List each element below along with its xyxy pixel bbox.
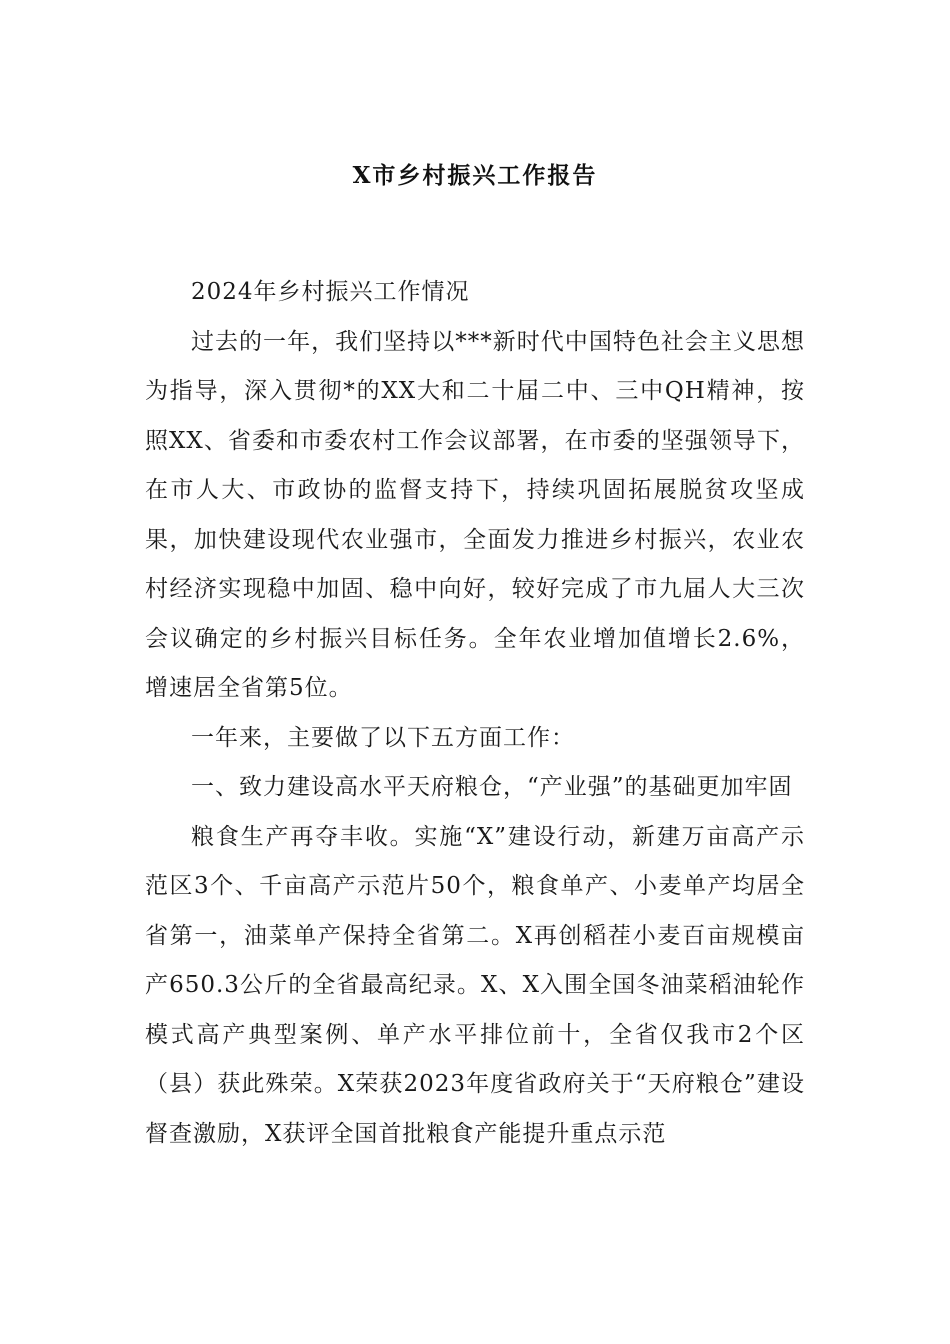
document-title: X市乡村振兴工作报告 — [352, 162, 598, 189]
paragraph-subheading-1: 一、致力建设高水平天府粮仓，“产业强”的基础更加牢固 — [191, 774, 793, 800]
paragraph-section-heading: 2024年乡村振兴工作情况 — [191, 279, 470, 305]
paragraph-grain-production: 粮食生产再夺丰收。实施“X”建设行动，新建万亩高产示范区3个、千亩高产示范片50个，粮食单产、小麦单产均居全省第一，油菜单产保持全省第二。X再创稻茬小麦百亩规模亩产650.3公斤的全省最高纪录。X、X入围全国冬油菜稻油轮作模式高产典型案例、单产水平排位前十，全省仅我市2个区（县）获此殊荣。X荣获2023年度省政府关于“天府粮仓”建设督查激励，X获评全国首批粮食产能提升重点示范 — [145, 823, 805, 1147]
paragraph-overview: 过去的一年，我们坚持以***新时代中国特色社会主义思想为指导，深入贯彻*的XX大和二十届二中、三中QH精神，按照XX、省委和市委农村工作会议部署，在市委的坚强领导下，在市人大、市政协的监督支持下，持续巩固拓展脱贫攻坚成果，加快建设现代农业强市，全面发力推进乡村振兴，农业农村经济实现稳中加固、稳中向好，较好完成了市九届人大三次会议确定的乡村振兴目标任务。全年农业增加值增长2.6%，增速居全省第5位。 — [145, 328, 805, 701]
document-body — [145, 268, 805, 1159]
paragraph-intro: 一年来，主要做了以下五方面工作： — [191, 724, 575, 751]
